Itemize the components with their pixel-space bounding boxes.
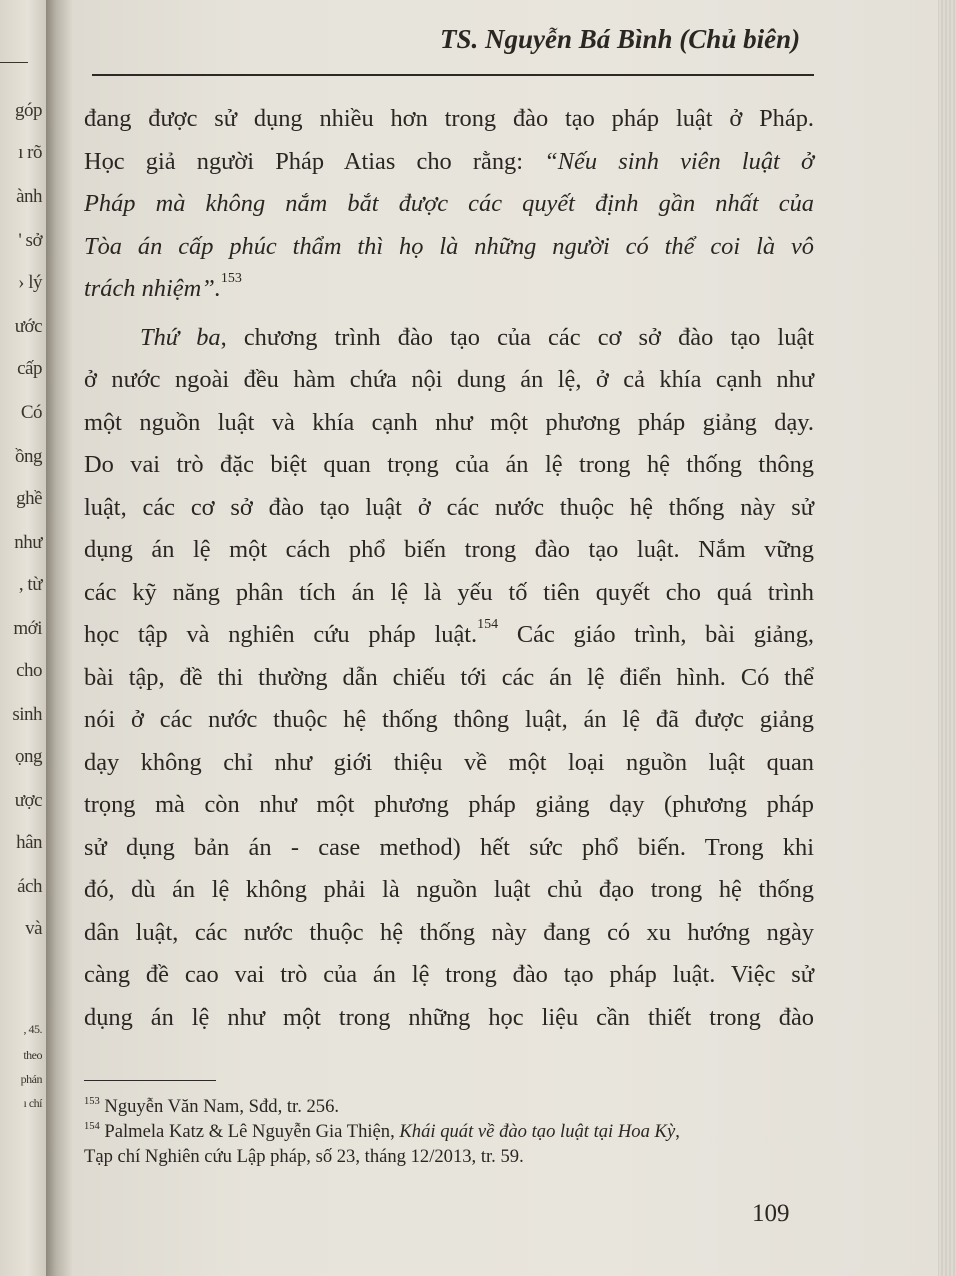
- footnote-154-continued: Tạp chí Nghiên cứu Lập pháp, số 23, tháng 12/2013, tr. 59.: [84, 1146, 524, 1167]
- footnotes: [84, 1094, 824, 1169]
- left-page-fragment: cho: [16, 660, 42, 681]
- body-text: [84, 98, 814, 1039]
- page-number: 109: [752, 1200, 790, 1227]
- text-line: trách nhiệm”.$^{153}$: [84, 271, 242, 302]
- text-line: Thứ ba, chương trình đào tạo của các cơ sở đào tạo luật: [140, 323, 814, 351]
- text-line: đó, dù án lệ không phải là nguồn luật chủ đạo trong hệ thống: [84, 876, 814, 903]
- text-line: dạy không chỉ như giới thiệu về một loại nguồn luật quan: [84, 748, 814, 776]
- text-line: các kỹ năng phân tích án lệ là yếu tố tiên quyết cho quá trình: [84, 578, 814, 606]
- left-page-fragment: ı chí: [23, 1096, 42, 1110]
- book-page: [72, 0, 956, 1276]
- text-line: dân luật, các nước thuộc hệ thống này đang có xu hướng ngày: [84, 918, 814, 946]
- left-page-fragment: góp: [15, 100, 42, 121]
- left-page-fragment: ách: [17, 876, 42, 897]
- left-facing-page: [0, 0, 46, 1276]
- text-line: học tập và nghiên cứu pháp luật.$^{154}$ Các giáo trình, bài giảng,: [84, 617, 814, 648]
- text-line: đang được sử dụng nhiều hơn trong đào tạo pháp luật ở Pháp.: [84, 105, 814, 132]
- text-line: trọng mà còn như một phương pháp giảng dạy (phương pháp: [84, 791, 814, 818]
- footnote-ref-153: 153: [220, 271, 242, 286]
- left-page-fragment: ọng: [15, 746, 42, 767]
- left-page-fragment: hân: [16, 832, 42, 853]
- text-line: ở nước ngoài đều hàm chứa nội dung án lệ, ở cả khía cạnh như: [84, 366, 814, 393]
- text-line: dụng án lệ như một trong những học liệu cần thiết trong đào: [84, 1003, 814, 1031]
- text-line: Do vai trò đặc biệt quan trọng của án lệ trong hệ thống thông: [84, 451, 814, 478]
- left-page-fragment: ồng: [15, 446, 42, 467]
- book-gutter-shadow: [46, 0, 72, 1276]
- left-page-fragment: phán: [20, 1072, 42, 1086]
- text-line: sử dụng bản án - case method) hết sức phổ biến. Trong khi: [84, 833, 814, 861]
- text-line: Tòa án cấp phúc thẩm thì họ là những người có thể coi là vô: [84, 232, 814, 260]
- left-page-header-rule: [0, 62, 28, 63]
- left-page-fragment: ghề: [16, 488, 42, 509]
- running-header: TS. Nguyễn Bá Bình (Chủ biên): [440, 24, 801, 54]
- left-page-fragment: › lý: [18, 272, 42, 293]
- left-page-fragment: cấp: [17, 358, 42, 379]
- text-line: bài tập, đề thi thường dẫn chiếu tới các án lệ điển hình. Có thể: [84, 663, 814, 691]
- left-page-fragment: sinh: [12, 704, 42, 725]
- text-line: Pháp mà không nắm bắt được các quyết định gần nhất của: [84, 190, 814, 217]
- left-page-fragment: ược: [14, 790, 42, 811]
- footnote-ref-154: 154: [477, 617, 499, 632]
- text-line: dụng án lệ một cách phổ biến trong đào tạo luật. Nắm vững: [84, 536, 814, 563]
- footnote-154: $^{154}$ Palmela Katz & Lê Nguyễn Gia Thiện, Khái quát về đào tạo luật tại Hoa Kỳ,: [84, 1121, 680, 1142]
- left-page-fragment: , từ: [18, 574, 42, 595]
- left-page-fragment: mới: [13, 618, 42, 639]
- left-page-fragment: ı rõ: [18, 142, 42, 163]
- text-line: luật, các cơ sở đào tạo luật ở các nước thuộc hệ thống này sử: [84, 493, 814, 521]
- left-page-fragment: , 45.: [23, 1022, 42, 1036]
- left-page-fragment: ước: [14, 316, 42, 337]
- left-page-fragment: ' sở: [18, 230, 42, 251]
- left-page-fragment: Có: [20, 402, 42, 423]
- quote-italic: “Nếu sinh viên luật ở: [544, 147, 814, 175]
- footnote-rule: [84, 1080, 216, 1081]
- header-rule: [92, 74, 814, 76]
- left-page-fragment: như: [14, 532, 42, 553]
- text-line: Học giả người Pháp Atias cho rằng: “Nếu sinh viên luật ở: [84, 147, 814, 175]
- left-page-fragment: ành: [16, 186, 42, 207]
- page-edge-stack: [938, 0, 956, 1276]
- text-line: càng đề cao vai trò của án lệ trong đào tạo pháp luật. Việc sử: [84, 961, 814, 988]
- footnote-153: $^{153}$ Nguyễn Văn Nam, Sđd, tr. 256.: [84, 1096, 340, 1117]
- left-page-fragment: và: [25, 918, 42, 939]
- left-page-fragment: theo: [23, 1048, 42, 1062]
- text-line: một nguồn luật và khía cạnh như một phương pháp giảng dạy.: [84, 408, 814, 436]
- text-line: nói ở các nước thuộc hệ thống thông luật, án lệ đã được giảng: [84, 706, 814, 733]
